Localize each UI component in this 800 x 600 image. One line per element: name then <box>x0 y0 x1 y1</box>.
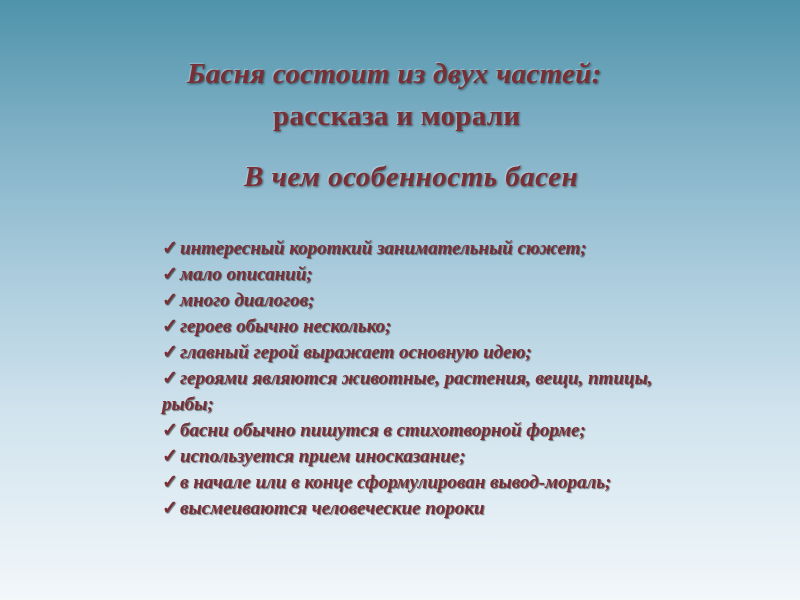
list-item-text: героями являются животные, растения, вещи, птицы, рыбы; <box>162 368 653 415</box>
check-icon: ✓ <box>162 264 178 285</box>
list-item <box>162 366 682 418</box>
check-icon: ✓ <box>162 290 178 311</box>
check-icon: ✓ <box>162 238 178 259</box>
list-item-text: в начале или в конце сформулирован вывод-мораль; <box>180 472 612 493</box>
subtitle: В чем особенность басен <box>244 161 579 193</box>
check-icon: ✓ <box>162 420 178 441</box>
list-item <box>162 470 682 496</box>
list-item-text: интересный короткий занимательный сюжет; <box>180 238 587 259</box>
list-item <box>162 314 682 340</box>
list-item <box>162 236 682 262</box>
list-item <box>162 262 682 288</box>
list-item-text: басни обычно пишутся в стихотворной форме; <box>180 420 586 441</box>
list-item <box>162 288 682 314</box>
list-item <box>162 418 682 444</box>
list-item <box>162 496 682 522</box>
check-icon: ✓ <box>162 446 178 467</box>
check-icon: ✓ <box>162 342 178 363</box>
check-icon: ✓ <box>162 498 178 519</box>
title-line-2: рассказа и морали <box>273 100 521 132</box>
check-icon: ✓ <box>162 368 178 389</box>
check-icon: ✓ <box>162 316 178 337</box>
list-item <box>162 340 682 366</box>
title-line-1: Басня состоит из двух частей: <box>187 58 602 90</box>
list-item-text: используется прием иносказание; <box>180 446 466 467</box>
check-icon: ✓ <box>162 472 178 493</box>
features-list <box>162 236 682 522</box>
list-item-text: главный герой выражает основную идею; <box>180 342 532 363</box>
list-item-text: мало описаний; <box>180 264 313 285</box>
list-item-text: героев обычно несколько; <box>180 316 392 337</box>
list-item-text: много диалогов; <box>180 290 315 311</box>
list-item <box>162 444 682 470</box>
list-item-text: высмеиваются человеческие пороки <box>180 498 485 519</box>
